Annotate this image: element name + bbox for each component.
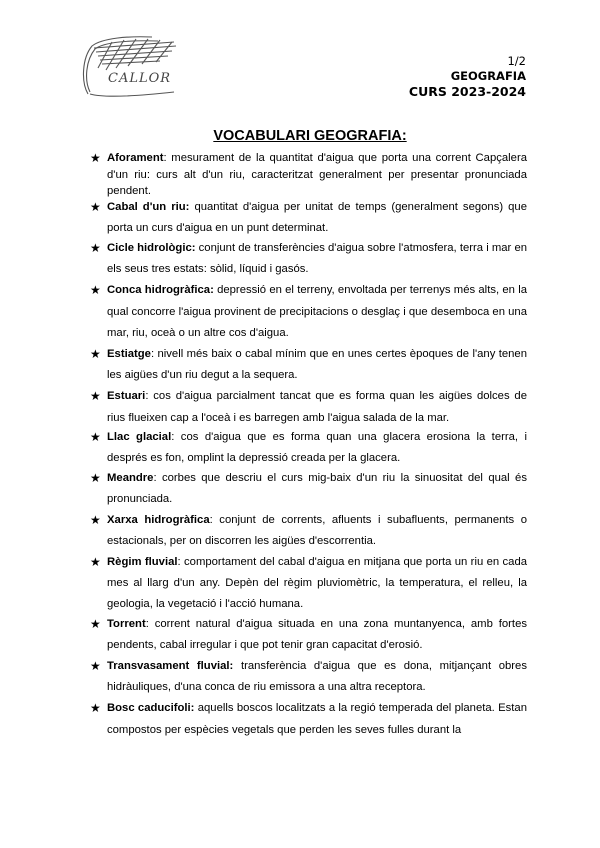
list-item	[90, 238, 528, 280]
list-item	[90, 697, 527, 741]
list-item	[90, 656, 527, 698]
definition: cos d'aigua que es forma quan una glacera erosiona la terra, i després es fon, omplint la depressió creada per la glacera.	[107, 431, 527, 464]
definition: quantitat d'aigua per unitat de temps (generalment segons) que porta un curs d'aigua en un punt determinat.	[107, 201, 527, 234]
star-bullet-icon: ★	[90, 701, 101, 715]
list-item: ★ Meandre: corbes que descriu el curs mig-baix d'un riu la sinuositat del qual és pronunciada.	[107, 468, 527, 510]
page-number: 1/2	[507, 54, 526, 68]
definition: transferència d'aigua que es dona, mitjançant obres hidràuliques, d'una conca de riu emissora a una altra receptora.	[107, 660, 527, 693]
star-bullet-icon: ★	[90, 283, 101, 297]
list-item	[90, 197, 527, 238]
list-item: ★ Estiatge: nivell més baix o cabal mínim que en unes certes èpoques de l'any tenen les aigües d'un riu degut a la sequera.	[107, 344, 527, 386]
list-item: ★ Xarxa hidrogràfica: conjunt de corrents, afluents i subafluents, permanents o estacionals, per on discorren les aigües d'escorrentia.	[107, 510, 527, 552]
star-bullet-icon: ★	[90, 471, 101, 485]
school-logo	[78, 34, 190, 100]
term: Aforament	[107, 152, 164, 164]
star-bullet-icon: ★	[90, 389, 101, 403]
definition: nivell més baix o cabal mínim que en unes certes èpoques de l'any tenen les aigües d'un riu degut a la sequera.	[107, 348, 527, 381]
term: Llac glacial	[107, 431, 172, 443]
definition: cos d'aigua parcialment tancat que es forma quan les aigües dolces de rius flueixen cap a l'oceà i es barregen amb l'aigua salada de la mar.	[107, 390, 527, 424]
definition: conjunt de transferències d'aigua sobre l'atmosfera, terra i mar en els seus tres estats: sòlid, líquid i gasós.	[107, 242, 528, 275]
logo-text: CALLOR	[108, 71, 172, 86]
star-bullet-icon: ★	[90, 200, 101, 214]
term: Estiatge	[107, 348, 151, 360]
definition: depressió en el terreny, envoltada per terrenys més alts, en la qual concorre l'aigua provinent de precipitacions o desglaç i que desemboca en una mar, riu, oceà o un altre cos d'aigua.	[107, 284, 527, 339]
star-bullet-icon: ★	[90, 151, 101, 165]
star-bullet-icon: ★	[90, 555, 101, 569]
star-bullet-icon: ★	[90, 347, 101, 361]
list-item: ★ Estuari: cos d'aigua parcialment tancat que es forma quan les aigües dolces de rius flueixen cap a l'oceà i es barregen amb l'aigua salada de la mar.	[107, 385, 527, 429]
definition: mesurament de la quantitat d'aigua que porta una corrent Capçalera d'un riu: curs alt d'un riu, caracteritzat generalment per presentar pronunciada pendent.	[107, 152, 527, 197]
definition: comportament del cabal d'aigua en mitjana que porta un riu en cada mes al llarg d'un any. Depèn del règim pluviomètric, la temperatura, el relleu, la geologia, la vegetació i l'acció humana.	[107, 556, 528, 610]
definition: conjunt de corrents, afluents i subafluents, permanents o estacionals, per on discorren les aigües d'escorrentia.	[107, 514, 527, 547]
term: Bosc caducifoli:	[107, 702, 195, 714]
list-item: ★ Torrent: corrent natural d'aigua situada en una zona muntanyenca, amb fortes pendents, cabal irregular i que pot tenir gran capacitat d'erosió.	[107, 614, 527, 656]
star-bullet-icon: ★	[90, 513, 101, 527]
star-bullet-icon: ★	[90, 617, 101, 631]
definition: corrent natural d'aigua situada en una zona muntanyenca, amb fortes pendents, cabal irregular i que pot tenir gran capacitat d'erosió.	[107, 618, 527, 651]
page-title: VOCABULARI GEOGRAFIA:	[213, 128, 407, 144]
term: Règim fluvial	[107, 556, 178, 568]
term: Xarxa hidrogràfica	[107, 514, 210, 526]
definition: corbes que descriu el curs mig-baix d'un riu la sinuositat del qual és pronunciada.	[107, 472, 527, 505]
term: Cabal d'un riu:	[107, 201, 190, 213]
course-label: CURS 2023-2024	[408, 84, 526, 99]
star-bullet-icon: ★	[90, 659, 101, 673]
subject-label: GEOGRAFIA	[450, 69, 526, 83]
term: Meandre	[107, 472, 154, 484]
star-bullet-icon: ★	[90, 430, 101, 444]
term: Transvasament fluvial:	[107, 660, 234, 672]
definition: aquells boscos localitzats a la regió temperada del planeta. Estan compostos per espècies vegetals que perden les seves fulles durant la	[107, 702, 527, 736]
list-item: ★ Llac glacial: cos d'aigua que es forma quan una glacera erosiona la terra, i després es fon, omplint la depressió creada per la glacera.	[107, 427, 527, 469]
term: Conca hidrogràfica:	[107, 284, 214, 296]
list-item: ★ Règim fluvial: comportament del cabal d'aigua en mitjana que porta un riu en cada mes al llarg d'un any. Depèn del règim pluviomètric, la temperatura, el relleu, la geologia, la vegetació i l'acció humana.	[107, 552, 527, 615]
term: Torrent	[107, 618, 146, 630]
term: Cicle hidrològic:	[107, 242, 196, 254]
star-bullet-icon: ★	[90, 241, 101, 255]
list-item	[90, 280, 527, 345]
term: Estuari	[107, 390, 146, 402]
list-item: ★ Aforament: mesurament de la quantitat d'aigua que porta una corrent Capçalera d'un riu: curs alt d'un riu, caracteritzat generalment per presentar pronunciada pendent.	[90, 151, 527, 197]
